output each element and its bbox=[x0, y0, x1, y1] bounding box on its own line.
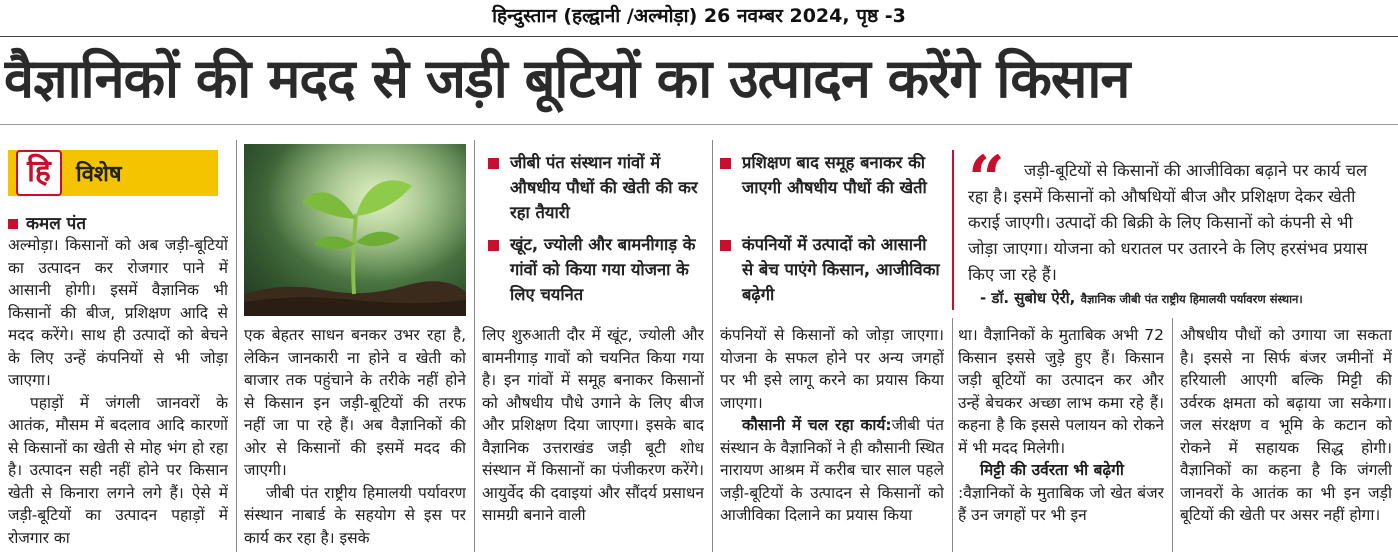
quote-source-title: वैज्ञानिक जीबी पंत राष्ट्रीय हिमालयी पर्यावरण संस्थान। bbox=[1080, 292, 1303, 306]
highlight-text: जीबी पंत संस्थान गांवों में औषधीय पौधों की खेती की कर रहा तैयारी bbox=[510, 153, 698, 222]
paragraph: था। वैज्ञानिकों के मुताबिक अभी 72 किसान इससे जुड़े हुए हैं। किसान जड़ी बूटियों का उत्पादन कर और उन्हें बेचकर अच्छा लाभ कमा रहे हैं। कहना है कि इससे पलायन को रोकने में भी मदद मिलेगी। bbox=[958, 326, 1164, 457]
highlight-item bbox=[486, 150, 706, 225]
paragraph: जीबी पंत राष्ट्रीय हिमालयी पर्यावरण संस्थान नाबार्ड के सहयोग से इस पर कार्य कर रहा है। इसके bbox=[244, 483, 466, 547]
section-label: विशेष bbox=[76, 162, 122, 187]
column-divider bbox=[236, 140, 237, 552]
highlight-text: प्रशिक्षण बाद समूह बनाकर की जाएगी औषधीय पौधों की खेती bbox=[742, 153, 927, 197]
highlights-box-b bbox=[718, 150, 946, 320]
seedling-illustration bbox=[244, 144, 466, 316]
paragraph: पहाड़ों में जंगली जानवरों के आतंक, मौसम में बदलाव आदि कारणों से किसानों का खेती से मोह भंग हो रहा है। उत्पादन सही नहीं होने पर किसान खेती से किनारा लगने लगे हैं। ऐसे में जड़ी-बूटियों का उत्पादन पहाड़ों में रोजगार का bbox=[8, 393, 228, 547]
quote-source bbox=[980, 288, 1303, 308]
bullet-square-icon bbox=[720, 240, 731, 251]
highlight-text: खूंट, ज्योली और बामनीगाड़ के गांवों को किया गया योजना के लिए चयनित bbox=[510, 235, 696, 304]
article-column-5 bbox=[958, 324, 1164, 552]
highlight-item bbox=[486, 232, 706, 307]
paragraph: एक बेहतर साधन बनकर उभर रहा है, लेकिन जानकारी ना होने व खेती को बाजार तक पहुंचाने के तरीके नहीं होने से किसान इन जड़ी-बूटियों की तरफ नहीं जा पा रहे हैं। अब वैज्ञानिकों की ओर से किसानों की इसमें मदद की जाएगी। bbox=[244, 326, 466, 479]
paragraph bbox=[720, 414, 944, 527]
highlight-text: कंपनियों में उत्पादों को आसानी से बेच पाएंगे किसान, आजीविका बढ़ेगी bbox=[742, 235, 940, 304]
article-column-1 bbox=[8, 234, 228, 552]
article-column-6 bbox=[1180, 324, 1392, 552]
article-column-3 bbox=[482, 324, 704, 552]
seedling-photo bbox=[244, 144, 466, 316]
article-column-2 bbox=[244, 324, 466, 552]
column-divider bbox=[1172, 318, 1173, 552]
highlights-box-a bbox=[486, 150, 708, 320]
quote-source-name: - डॉ. सुबोध ऐरी, bbox=[980, 289, 1076, 307]
paragraph-text: जीबी पंत संस्थान के वैज्ञानिकों ने ही कौसानी स्थित नारायण आश्रम में करीब चार साल पहले जड़ी-बूटियों के उत्पादन से किसानों को आजीविका दिलाने का प्रयास किया bbox=[720, 416, 944, 524]
quote-text: जड़ी-बूटियों से किसानों की आजीविका बढ़ाने पर कार्य चल रहा है। इसमें किसानों को औषधियों बीज और प्रशिक्षण देकर खेती कराई जाएगी। उत्पादों की बिक्री के लिए किसानों को कंपनी से भी जोड़ा जाएगा। योजना को धरातल पर उतारने के लिए हरसंभव प्रयास किए जा रहे हैं। bbox=[968, 161, 1368, 284]
headline: वैज्ञानिकों की मदद से जड़ी बूटियों का उत्पादन करेंगे किसान bbox=[4, 47, 1130, 110]
caption-rule bbox=[0, 36, 1398, 37]
bullet-square-icon bbox=[8, 219, 18, 229]
byline-text: कमल पंत bbox=[26, 214, 87, 234]
bullet-square-icon bbox=[488, 240, 499, 251]
highlight-item bbox=[718, 232, 942, 307]
highlight-item bbox=[718, 150, 942, 200]
quote-mark-icon: “ bbox=[968, 142, 1005, 217]
column-divider bbox=[952, 318, 953, 552]
page-caption: हिन्दुस्तान (हल्द्वानी /अल्मोड़ा) 26 नवम्बर 2024, पृष्ठ -3 bbox=[492, 5, 906, 27]
column-divider bbox=[474, 140, 475, 552]
subhead: कौसानी में चल रहा कार्य: bbox=[742, 416, 892, 434]
quote-divider bbox=[952, 150, 954, 310]
paragraph: कंपनियों से किसानों को जोड़ा जाएगा। योजना के सफल होने पर अन्य जगहों पर भी इसे लागू करने का प्रयास किया जाएगा। bbox=[720, 326, 944, 412]
paragraph: :वैज्ञानिकों के मुताबिक जो खेत बंजर हैं उन जगहों पर भी इन bbox=[958, 483, 1164, 524]
bullet-square-icon bbox=[488, 158, 499, 169]
article-column-4 bbox=[720, 324, 944, 552]
paragraph: लिए शुरुआती दौर में खूंट, ज्योली और बामनीगाड़ गावों को चयनित किया गया है। इन गांवों में समूह बनाकर किसानों को औषधीय पौधे उगाने के लिए बीज और प्रशिक्षण दिया जाएगा। इसके बाद वैज्ञानिक उत्तराखंड जड़ी बूटी शोध संस्थान में किसानों का पंजीकरण करेंगे। आयुर्वेद की दवाइयां और सौंदर्य प्रसाधन सामग्री बनाने वाली bbox=[482, 326, 704, 524]
byline bbox=[8, 211, 86, 234]
bullet-square-icon bbox=[720, 158, 731, 169]
column-divider bbox=[712, 140, 713, 552]
hindustan-logo-icon: हि bbox=[16, 150, 62, 196]
headline-rule bbox=[0, 124, 1398, 125]
subhead: मिट्टी की उर्वरता भी बढ़ेगी bbox=[980, 461, 1124, 479]
paragraph: अल्मोड़ा। किसानों को अब जड़ी-बूटियों का उत्पादन कर रोजगार पाने में आसानी होगी। इसमें वैज्ञानिक भी किसानों की बीज, प्रशिक्षण आदि से मदद करेंगे। साथ ही उत्पादों को बेचने के लिए उन्हें कंपनियों से भी जोड़ा जाएगा। bbox=[8, 236, 228, 389]
paragraph: औषधीय पौधों को उगाया जा सकता है। इससे ना सिर्फ बंजर जमीनों में हरियाली आएगी बल्कि मिट्टी की उर्वरक क्षमता को बढ़ाया जा सकेगा। जल संरक्षण व भूमि के कटान को रोकने में सहायक सिद्ध होगी। वैज्ञानिकों का कहना है कि जंगली जानवरों के आतंक का भी इन जड़ी बूटियों की खेती पर असर नहीं होगा। bbox=[1180, 326, 1392, 524]
